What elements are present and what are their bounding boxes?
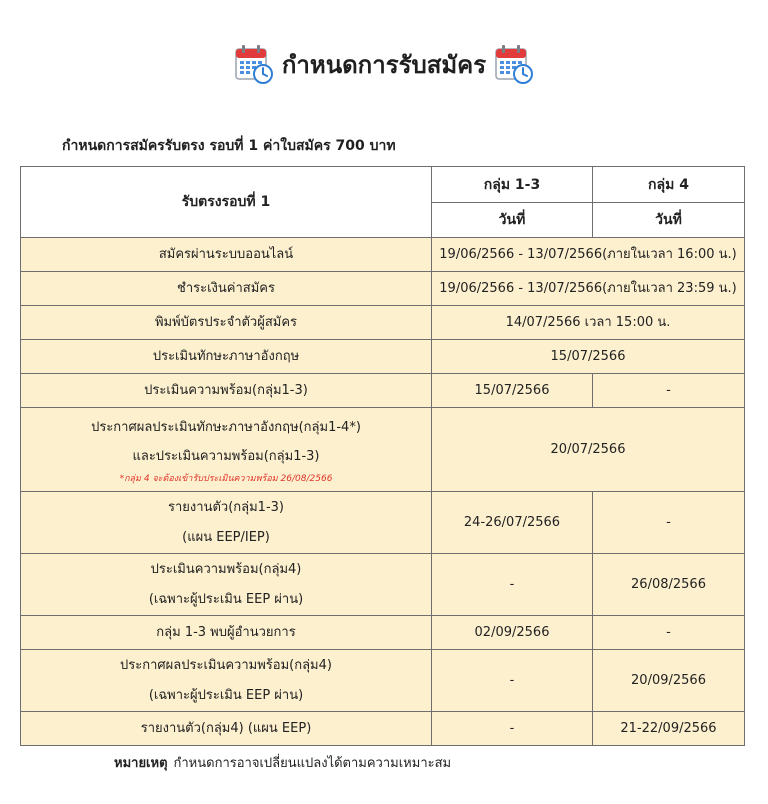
table-row — [21, 272, 745, 306]
event-label: (เฉพาะผู้ประเมิน EEP ผ่าน) — [148, 687, 304, 703]
date-cell-group-1-3: - — [432, 554, 593, 616]
schedule-table — [20, 166, 745, 746]
event-cell — [21, 238, 432, 272]
date-cell-group-4: 21-22/09/2566 — [593, 712, 745, 746]
event-label: พิมพ์บัตรประจำตัวผู้สมัคร — [154, 314, 298, 330]
event-cell — [21, 306, 432, 340]
event-cell — [21, 374, 432, 408]
table-row — [21, 616, 745, 650]
table-row — [21, 712, 745, 746]
table-row — [21, 238, 745, 272]
header-date-group-1-3: วันที่ — [432, 203, 593, 238]
event-cell — [21, 408, 432, 492]
event-label: สมัครผ่านระบบออนไลน์ — [158, 246, 294, 262]
calendar-clock-icon — [494, 43, 534, 85]
title-row — [0, 36, 768, 92]
event-label: (แผน EEP/IEP) — [182, 529, 270, 545]
event-footnote: *กลุ่ม 4 จะต้องเข้ารับประเมินความพร้อม 26/08/2566 — [119, 473, 333, 484]
calendar-clock-icon — [234, 43, 274, 85]
page-title: กำหนดการรับสมัคร — [281, 50, 487, 79]
date-cell-both-groups: 19/06/2566 - 13/07/2566(ภายในเวลา 23:59 น.) — [432, 272, 745, 306]
date-cell-group-1-3: - — [432, 650, 593, 712]
event-cell — [21, 650, 432, 712]
date-cell-group-4: - — [593, 374, 745, 408]
header-group-1-3: กลุ่ม 1-3 — [432, 167, 593, 203]
event-label: รายงานตัว(กลุ่ม4) (แผน EEP) — [140, 720, 312, 736]
table-row — [21, 306, 745, 340]
event-cell — [21, 272, 432, 306]
event-label: ประเมินความพร้อม(กลุ่ม4) — [150, 561, 302, 577]
event-label: และประเมินความพร้อม(กลุ่ม1-3) — [132, 448, 320, 464]
footer-note-label: หมายเหตุ — [114, 756, 168, 771]
date-cell-both-groups: 20/07/2566 — [432, 408, 745, 492]
event-label: รายงานตัว(กลุ่ม1-3) — [168, 499, 284, 515]
table-row — [21, 650, 745, 712]
schedule-subtitle: กำหนดการสมัครรับตรง รอบที่ 1 ค่าใบสมัคร 700 บาท — [62, 138, 396, 154]
schedule-body — [21, 238, 745, 746]
date-cell-group-4: 26/08/2566 — [593, 554, 745, 616]
event-label: ชำระเงินค่าสมัคร — [177, 280, 275, 296]
date-cell-group-4: 20/09/2566 — [593, 650, 745, 712]
event-label: กลุ่ม 1-3 พบผู้อำนวยการ — [156, 624, 296, 640]
header-date-group-4: วันที่ — [593, 203, 745, 238]
date-cell-both-groups: 14/07/2566 เวลา 15:00 น. — [432, 306, 745, 340]
date-cell-group-1-3: - — [432, 712, 593, 746]
date-cell-group-1-3: 24-26/07/2566 — [432, 492, 593, 554]
event-cell — [21, 340, 432, 374]
event-label: ประเมินทักษะภาษาอังกฤษ — [152, 348, 300, 364]
footer-note — [114, 752, 451, 773]
date-cell-group-1-3: 02/09/2566 — [432, 616, 593, 650]
header-round: รับตรงรอบที่ 1 — [21, 167, 432, 238]
event-label: ประเมินความพร้อม(กลุ่ม1-3) — [144, 382, 308, 398]
table-row — [21, 340, 745, 374]
table-row — [21, 408, 745, 492]
event-cell — [21, 492, 432, 554]
header-group-4: กลุ่ม 4 — [593, 167, 745, 203]
event-cell — [21, 554, 432, 616]
date-cell-both-groups: 15/07/2566 — [432, 340, 745, 374]
event-label: (เฉพาะผู้ประเมิน EEP ผ่าน) — [148, 591, 304, 607]
table-row — [21, 492, 745, 554]
date-cell-both-groups: 19/06/2566 - 13/07/2566(ภายในเวลา 16:00 น.) — [432, 238, 745, 272]
table-row — [21, 374, 745, 408]
date-cell-group-4: - — [593, 492, 745, 554]
event-label: ประกาศผลประเมินความพร้อม(กลุ่ม4) — [120, 657, 332, 673]
date-cell-group-4: - — [593, 616, 745, 650]
date-cell-group-1-3: 15/07/2566 — [432, 374, 593, 408]
event-label: ประกาศผลประเมินทักษะภาษาอังกฤษ(กลุ่ม1-4*) — [91, 419, 361, 435]
event-cell — [21, 712, 432, 746]
event-cell — [21, 616, 432, 650]
footer-note-text: กำหนดการอาจเปลี่ยนแปลงได้ตามความเหมาะสม — [173, 756, 452, 771]
table-row — [21, 554, 745, 616]
